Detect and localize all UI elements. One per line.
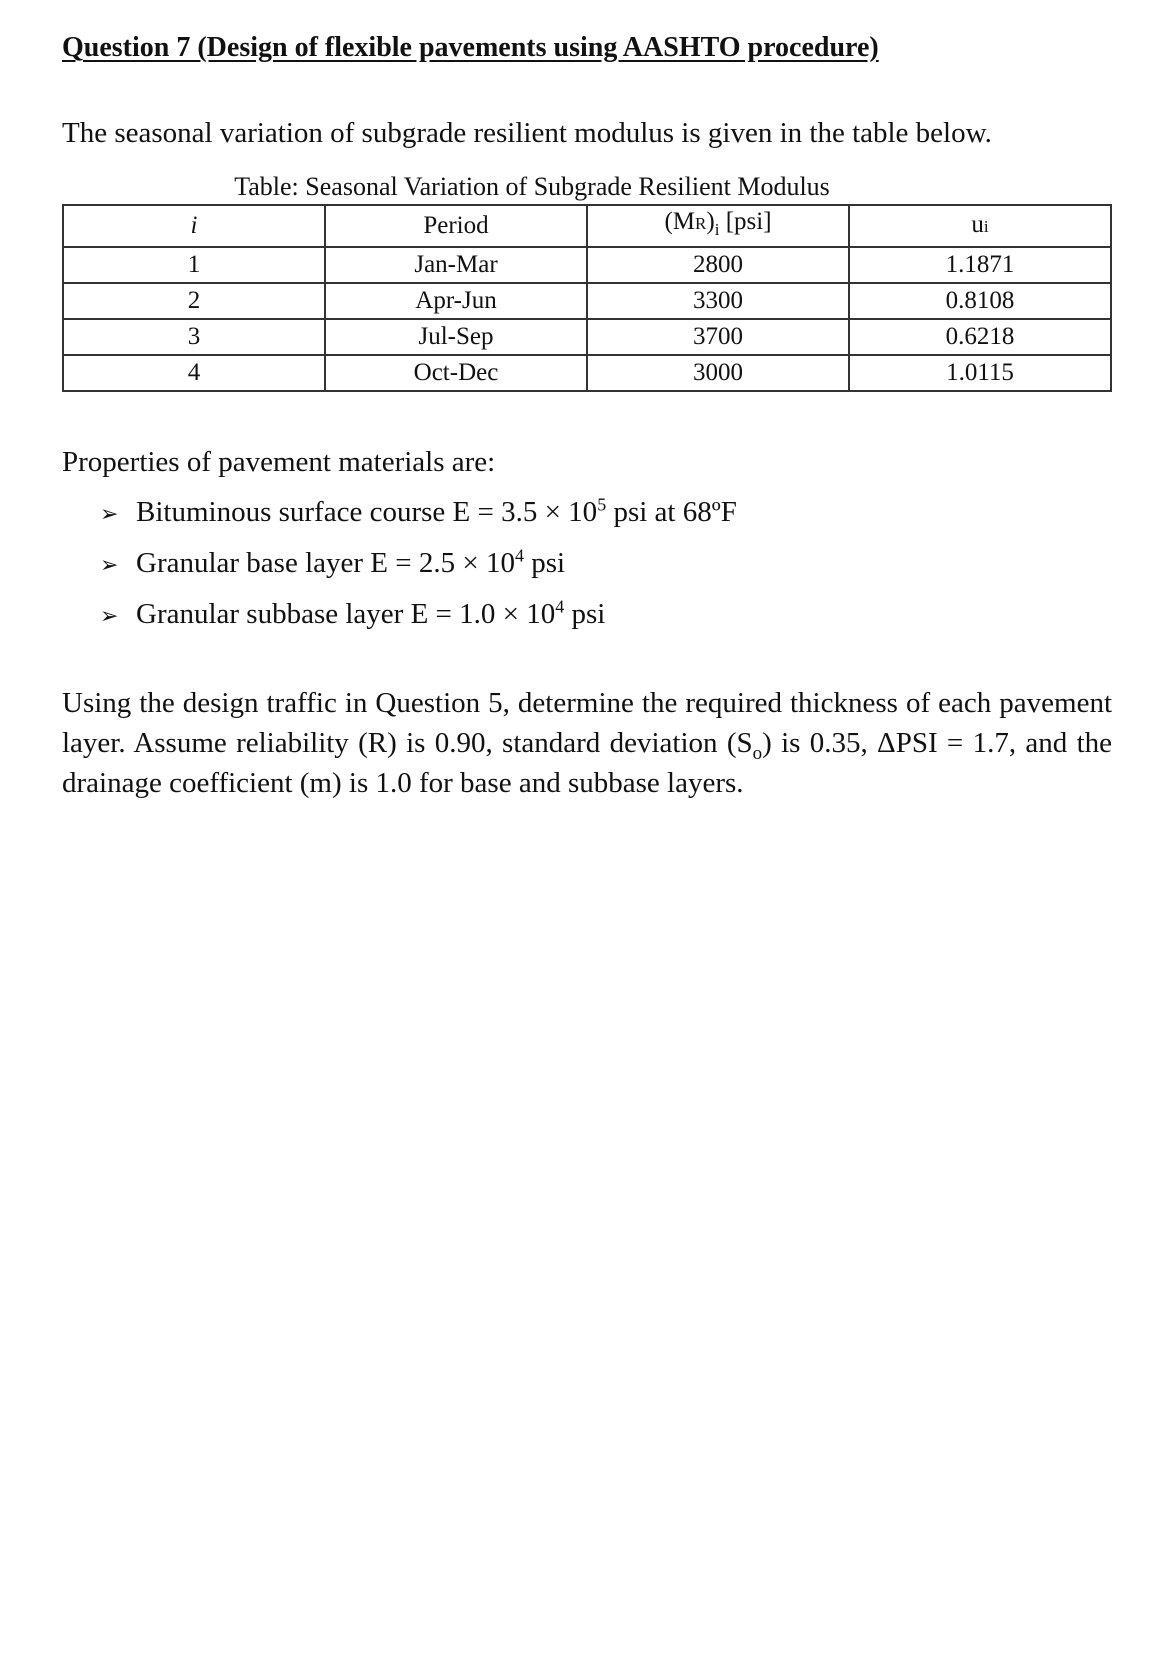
property-main: Granular base layer E = 2.5 × 10: [136, 547, 515, 579]
cell-u: 0.6218: [849, 319, 1111, 355]
cell-period: Jul-Sep: [325, 319, 587, 355]
property-tail: psi at 68ºF: [606, 496, 737, 528]
cell-i: 2: [63, 283, 325, 319]
property-tail: psi: [564, 598, 606, 630]
header-i: i: [63, 205, 325, 247]
cell-mr: 3700: [587, 319, 849, 355]
question-so-sub: o: [752, 742, 763, 764]
arrowhead-bullet-icon: ➢: [100, 502, 119, 527]
cell-period: Oct-Dec: [325, 355, 587, 391]
property-exponent: 4: [555, 596, 565, 617]
arrowhead-bullet-icon: ➢: [100, 553, 119, 578]
property-exponent: 4: [514, 545, 524, 566]
cell-mr: 2800: [587, 247, 849, 283]
property-main: Bituminous surface course E = 3.5 × 10: [136, 496, 598, 528]
table-row: [63, 283, 1111, 319]
list-item: [100, 488, 1112, 539]
table-row: [63, 355, 1111, 391]
property-text: [136, 488, 737, 537]
cell-mr: 3000: [587, 355, 849, 391]
cell-i: 1: [63, 247, 325, 283]
header-u: [849, 205, 1111, 247]
header-mr-sub: R: [695, 214, 707, 233]
question-part2: ) is 0.35, ΔPSI = 1.7, and the drainage coefficient (m) is 1.0 for base and subbase layers.: [62, 727, 1113, 799]
cell-period: Apr-Jun: [325, 283, 587, 319]
property-text: [136, 539, 565, 588]
table-header-row: [63, 205, 1111, 247]
properties-heading: Properties of pavement materials are:: [62, 446, 496, 478]
cell-mr: 3300: [587, 283, 849, 319]
seasonal-modulus-table: [62, 204, 1112, 392]
header-period: Period: [325, 205, 587, 247]
question-paragraph: [62, 683, 1112, 803]
header-mr-main: (M: [664, 208, 696, 235]
cell-i: 3: [63, 319, 325, 355]
property-main: Granular subbase layer E = 1.0 × 10: [136, 598, 556, 630]
header-mr-i: i: [714, 220, 720, 239]
property-tail: psi: [523, 547, 566, 579]
cell-period: Jan-Mar: [325, 247, 587, 283]
header-mr: $(MR)_i$ [psi]: [587, 205, 849, 247]
header-u-sub: i: [983, 217, 989, 236]
header-u-main: u: [971, 211, 984, 238]
document-page: [62, 28, 1112, 803]
cell-u: 0.8108: [849, 283, 1111, 319]
property-exponent: 5: [597, 494, 607, 515]
cell-u: 1.1871: [849, 247, 1111, 283]
table-row: [63, 319, 1111, 355]
table-row: [63, 247, 1111, 283]
cell-i: 4: [63, 355, 325, 391]
arrowhead-bullet-icon: ➢: [100, 604, 119, 629]
list-item: [100, 590, 1112, 641]
properties-list: [62, 488, 1112, 641]
list-item: [100, 539, 1112, 590]
question-title: Question 7 (Design of flexible pavements using AASHTO procedure): [62, 32, 879, 63]
header-mr-tail: [psi]: [725, 208, 772, 235]
intro-paragraph: The seasonal variation of subgrade resilient modulus is given in the table below.: [62, 117, 992, 149]
property-text: [136, 590, 605, 639]
table-caption: Table: Seasonal Variation of Subgrade Resilient Modulus: [234, 172, 830, 201]
cell-u: 1.0115: [849, 355, 1111, 391]
question-part1: Using the design traffic in Question 5, determine the required thickness of each pavement layer. Assume reliability (R) is 0.90, standard deviation (S: [62, 687, 1112, 759]
